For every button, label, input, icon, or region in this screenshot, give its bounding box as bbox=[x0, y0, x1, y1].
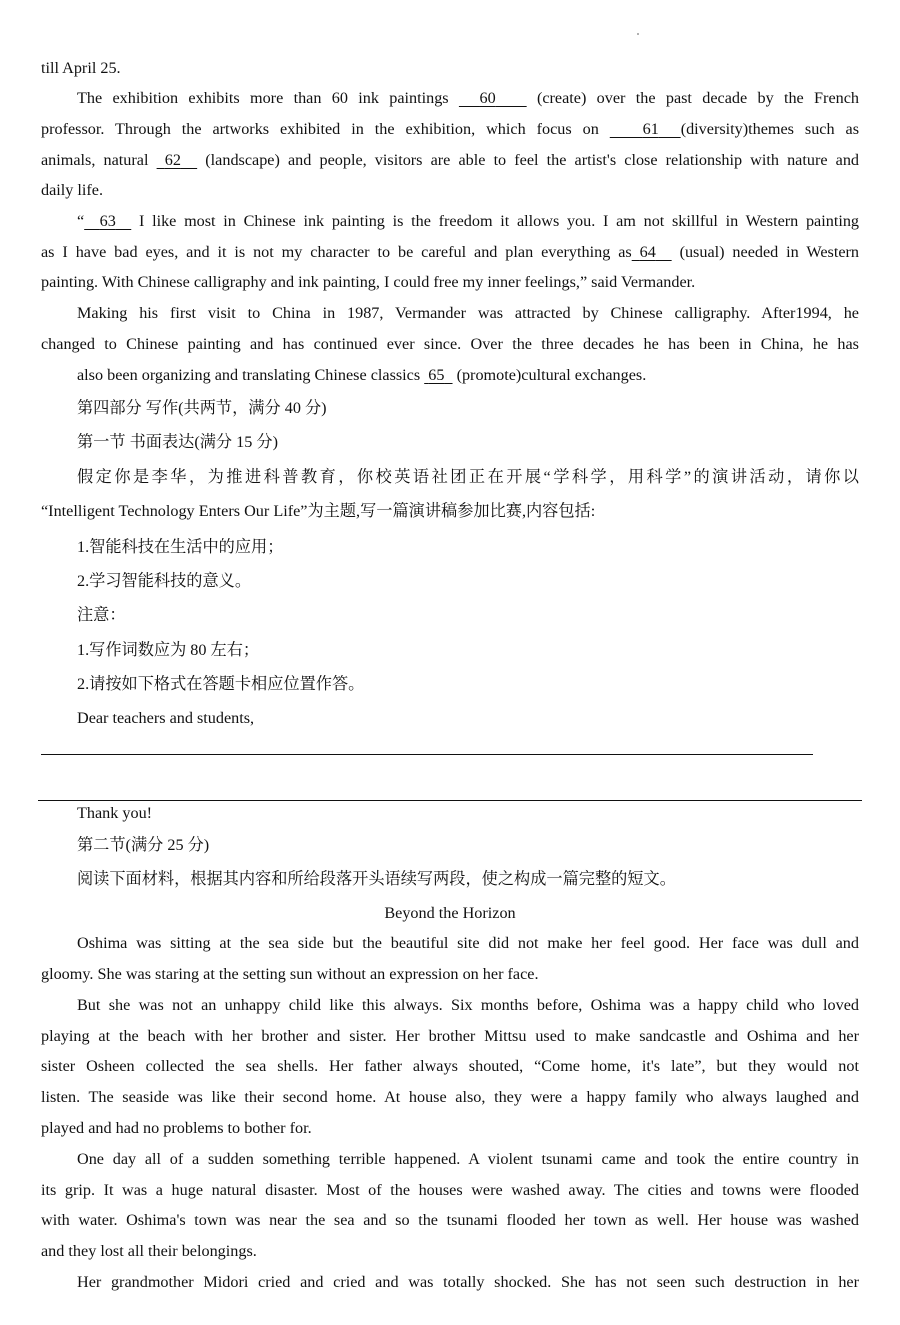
writing-line bbox=[41, 754, 813, 755]
text-line: changed to Chinese painting and has continued ever since. Over the three decades he has been in China, he has bbox=[41, 335, 859, 353]
list-item: 2.学习智能科技的意义。 bbox=[77, 572, 252, 590]
text-line: 假定你是李华，为推进科普教育，你校英语社团正在开展“学科学，用科学”的演讲活动，请你以 bbox=[77, 468, 859, 486]
text-line: also been organizing and translating Chinese classics 65 (promote)cultural exchanges. bbox=[77, 366, 647, 384]
blank-62: 62 bbox=[164, 151, 181, 169]
blank-63: 63 bbox=[99, 212, 116, 230]
text-line: One day all of a sudden something terrible happened. A violent tsunami came and took the entire country in bbox=[77, 1150, 859, 1168]
text-line: and they lost all their belongings. bbox=[41, 1242, 257, 1260]
section-heading: 第一节 书面表达(满分 15 分) bbox=[77, 433, 278, 451]
text-line: gloomy. She was staring at the setting sun without an expression on her face. bbox=[41, 965, 539, 983]
text-line: The exhibition exhibits more than 60 ink paintings 60 (create) over the past decade by the French bbox=[77, 89, 860, 107]
scan-dot bbox=[637, 33, 639, 35]
text-line: painting. With Chinese calligraphy and ink painting, I could free my inner feelings,” said Vermander. bbox=[41, 273, 696, 291]
blank-61: 61 bbox=[642, 120, 659, 138]
writing-line bbox=[38, 800, 862, 801]
section-heading: 第二节(满分 25 分) bbox=[77, 836, 210, 854]
blank-65: 65 bbox=[428, 366, 445, 384]
letter-greeting: Dear teachers and students, bbox=[77, 709, 255, 727]
text-line: 阅读下面材料，根据其内容和所给段落开头语续写两段，使之构成一篇完整的短文。 bbox=[77, 870, 676, 888]
story-title: Beyond the Horizon bbox=[384, 904, 516, 922]
text-line: as I have bad eyes, and it is not my character to be careful and plan everything as 64 (usual) needed in Western bbox=[41, 243, 860, 261]
text-line: daily life. bbox=[41, 181, 104, 199]
text-line: its grip. It was a huge natural disaster. Most of the houses were washed away. The cities and towns were flooded bbox=[41, 1181, 859, 1199]
text-line: listen. The seaside was like their second home. At house also, they were a happy family who always laughed and bbox=[41, 1088, 859, 1106]
text-line: till April 25. bbox=[41, 59, 121, 77]
blank-64: 64 bbox=[639, 243, 656, 261]
text-line: played and had no problems to bother for. bbox=[41, 1119, 312, 1137]
text-line: “Intelligent Technology Enters Our Life”为主题,写一篇演讲稿参加比赛,内容包括: bbox=[41, 502, 596, 520]
list-item: 1.写作词数应为 80 左右； bbox=[77, 641, 260, 659]
text-line: with water. Oshima's town was near the sea and so the tsunami flooded her town as well. Her house was washed bbox=[41, 1211, 859, 1229]
note-label: 注意： bbox=[77, 606, 126, 624]
letter-closing: Thank you! bbox=[77, 804, 153, 822]
text-line: But she was not an unhappy child like this always. Six months before, Oshima was a happy child who loved bbox=[77, 996, 859, 1014]
section-heading: 第四部分 写作(共两节，满分 40 分) bbox=[77, 399, 327, 417]
text-line: playing at the beach with her brother and sister. Her brother Mittsu used to make sandcastle and Oshima and her bbox=[41, 1027, 859, 1045]
text-line: Making his first visit to China in 1987, Vermander was attracted by Chinese calligraphy. After1994, he bbox=[77, 304, 859, 322]
blank-60: 60 bbox=[479, 89, 496, 107]
text-line: Oshima was sitting at the sea side but the beautiful site did not make her feel good. Her face was dull and bbox=[77, 934, 859, 952]
list-item: 2.请按如下格式在答题卡相应位置作答。 bbox=[77, 675, 365, 693]
list-item: 1.智能科技在生活中的应用； bbox=[77, 538, 284, 556]
text-line: sister Osheen collected the sea shells. Her father always shouted, “Come home, it's late”, but they would not bbox=[41, 1057, 859, 1075]
text-line: Her grandmother Midori cried and cried and was totally shocked. She has not seen such destruction in her bbox=[77, 1273, 859, 1291]
text-line: professor. Through the artworks exhibited in the exhibition, which focus on 61 (diversity)themes such as bbox=[41, 120, 860, 138]
text-line: “ 63 I like most in Chinese ink painting is the freedom it allows you. I am not skillful in Western painting bbox=[77, 212, 860, 230]
text-line: animals, natural 62 (landscape) and people, visitors are able to feel the artist's close relationship with nature and bbox=[41, 151, 860, 169]
